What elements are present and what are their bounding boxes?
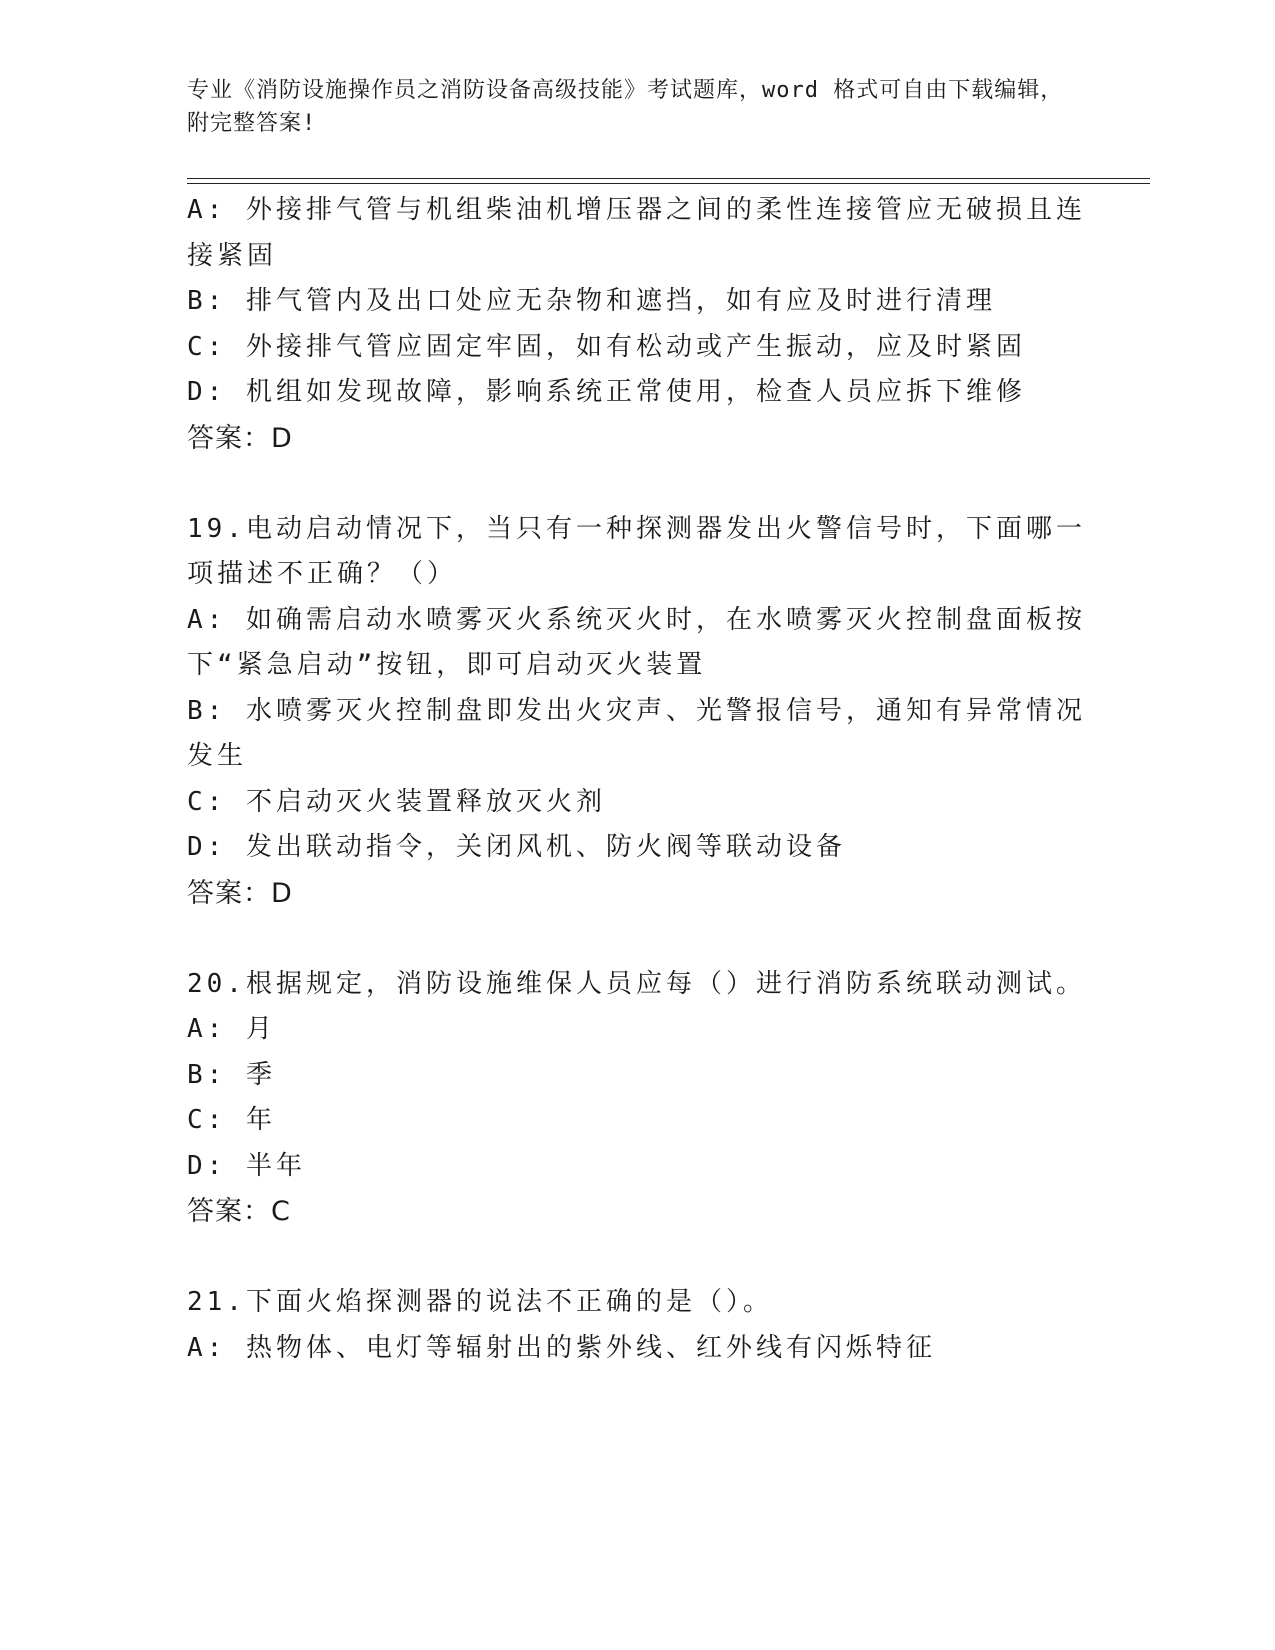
question-18 — [187, 188, 1087, 461]
spacer — [187, 461, 1087, 507]
option-c: C: 外接排气管应固定牢固，如有松动或产生振动，应及时紧固 — [187, 331, 1026, 362]
option-a: A: 月 — [187, 1014, 276, 1044]
header-rule-bottom — [187, 183, 1150, 184]
option-a: A: 外接排气管与机组柴油机增压器之间的柔性连接管应无破损且连接紧固 — [187, 195, 1086, 271]
document-header: 专业《消防设施操作员之消防设备高级技能》考试题库，word 格式可自由下载编辑，附完整答案! — [187, 78, 1064, 136]
option-d: D: 发出联动指令，关闭风机、防火阀等联动设备 — [187, 832, 846, 862]
question-content — [187, 188, 1087, 1371]
header-rule-top — [187, 178, 1150, 179]
option-b: B: 水喷雾灭火控制盘即发出火灾声、光警报信号，通知有异常情况发生 — [187, 695, 1086, 771]
option-d: D: 半年 — [187, 1150, 306, 1181]
question-stem: 19.电动启动情况下，当只有一种探测器发出火警信号时，下面哪一项描述不正确？（） — [187, 513, 1086, 589]
option-c: C: 年 — [187, 1105, 276, 1135]
option-d: D: 机组如发现故障，影响系统正常使用，检查人员应拆下维修 — [187, 377, 1026, 407]
question-19 — [187, 507, 1087, 917]
question-stem: 21.下面火焰探测器的说法不正确的是（）。 — [187, 1287, 773, 1317]
option-b: B: 排气管内及出口处应无杂物和遮挡，如有应及时进行清理 — [187, 286, 996, 316]
spacer — [187, 1235, 1087, 1281]
question-stem: 20.根据规定，消防设施维保人员应每（）进行消防系统联动测试。 — [187, 968, 1086, 999]
answer: 答案：D — [187, 422, 293, 454]
answer: 答案：C — [187, 1196, 291, 1227]
option-a: A: 如确需启动水喷雾灭火系统灭火时，在水喷雾灭火控制盘面板按下“紧急启动”按钮，即可启动灭火装置 — [187, 604, 1086, 680]
question-21 — [187, 1280, 1087, 1371]
spacer — [187, 916, 1087, 962]
answer: 答案：D — [187, 877, 293, 909]
option-a: A: 热物体、电灯等辐射出的紫外线、红外线有闪烁特征 — [187, 1332, 936, 1363]
question-20 — [187, 962, 1087, 1235]
option-b: B: 季 — [187, 1059, 276, 1090]
option-c: C: 不启动灭火装置释放灭火剂 — [187, 786, 606, 817]
